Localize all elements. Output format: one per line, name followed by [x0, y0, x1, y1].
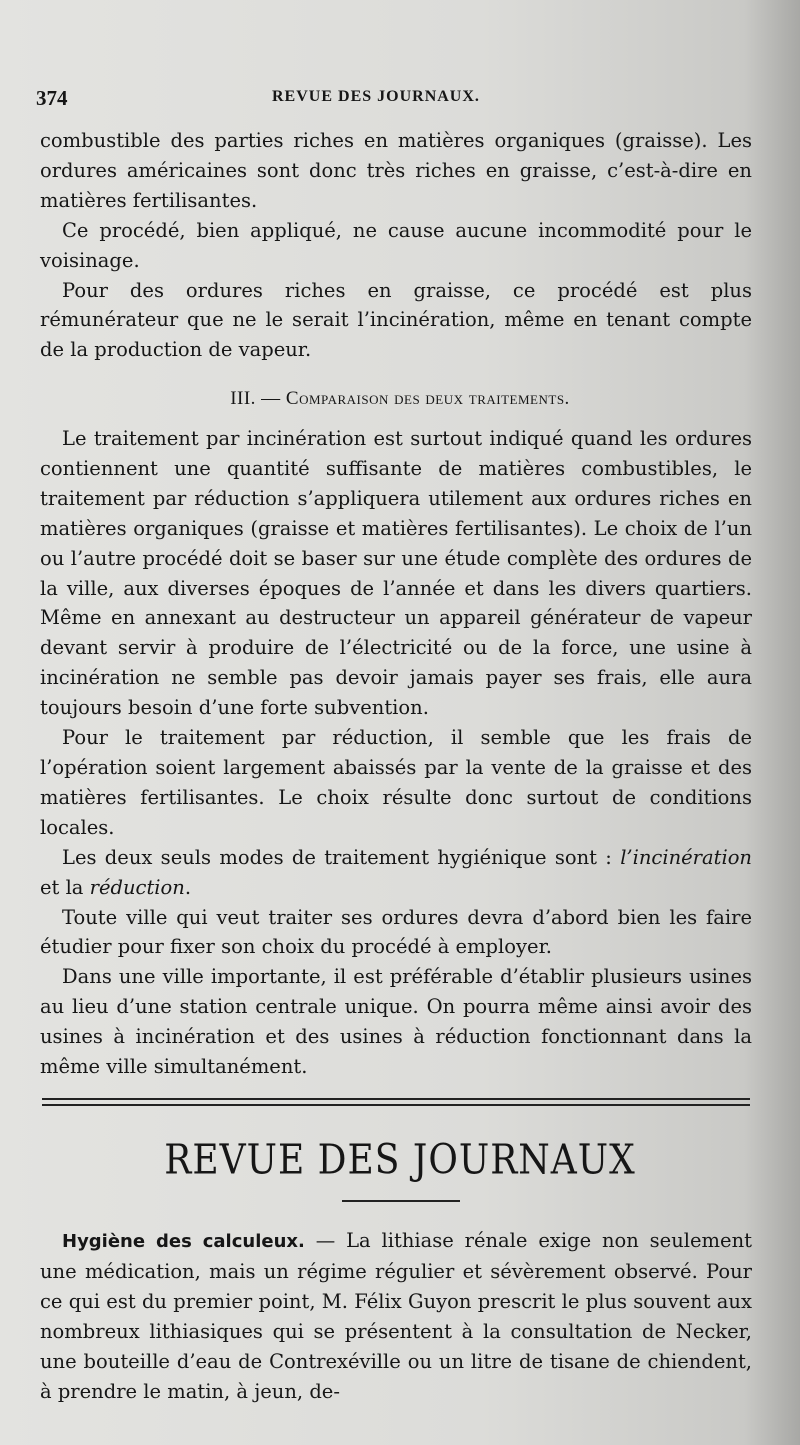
- page-number: 374: [36, 86, 68, 110]
- paragraph-hygienic-modes: [40, 843, 752, 903]
- title-underline-rule: [342, 1200, 460, 1202]
- modes-end: .: [184, 875, 192, 899]
- journal-review-title: REVUE DES JOURNAUX: [164, 1136, 636, 1185]
- previous-section-text: [40, 126, 752, 365]
- paragraph: Pour le traitement par réduction, il semble que les frais de l’opération soient largement abaissés par la vente de la graisse et des matières fertilisantes. Le choix résulte donc surtout de conditions locales.: [40, 726, 752, 839]
- mode-incineration: l’incinération: [620, 845, 752, 869]
- article: [40, 1226, 752, 1406]
- modes-conjunction: et la: [40, 875, 84, 899]
- section-heading: [0, 388, 800, 410]
- article-body: — La lithiase rénale exige non seulement une médication, mais un régime régulier et sévèrement observé. Pour ce qui est du premier point, M. Félix Guyon prescrit le plus souvent aux nombreux lithiasiques qui se présentent à la consultation de Necker, une bouteille d’eau de Contrexéville ou un litre de tisane de chiendent, à prendre le matin, à jeun, de-: [40, 1229, 752, 1403]
- paragraph: combustible des parties riches en matières organiques (graisse). Les ordures américaines sont donc très riches en graisse, c’est-à-dire en matières fertilisantes.: [40, 129, 752, 212]
- paragraph: Dans une ville importante, il est préférable d’établir plusieurs usines au lieu d’une station centrale unique. On pourra même ainsi avoir des usines à incinération et des usines à réduction fonctionnant dans la même ville simultanément.: [40, 965, 752, 1079]
- paragraph: Le traitement par incinération est surtout indiqué quand les ordures contiennent une quantité suffisante de matières combustibles, le traitement par réduction s’appliquera utilement aux ordures riches en matières organiques (graisse et matières fertilisantes). Le choix de l’un ou l’autre procédé doit se baser sur une étude complète des ordures de la ville, aux diverses époques de l’année et dans les divers quartiers. Même en annexant au destructeur un appareil générateur de vapeur devant servir à produire de l’électricité ou de la force, une usine à incinération ne semble pas devoir jamais payer ses frais, elle aura toujours besoin d’une forte subvention.: [40, 427, 752, 720]
- modes-lead: Les deux seuls modes de traitement hygiénique sont :: [62, 845, 612, 869]
- section-text: [40, 424, 752, 1082]
- paragraph: Toute ville qui veut traiter ses ordures devra d’abord bien les faire étudier pour fixer son choix du procédé à employer.: [40, 905, 752, 959]
- section-divider-double-rule: [42, 1098, 750, 1106]
- section-number: III. —: [230, 388, 281, 409]
- article-title: Hygiène des calculeux.: [62, 1231, 305, 1252]
- running-head: REVUE DES JOURNAUX.: [272, 88, 480, 105]
- section-title: Comparaison des deux traitements.: [285, 388, 570, 409]
- paragraph: Ce procédé, bien appliqué, ne cause aucune incommodité pour le voisinage.: [40, 218, 752, 272]
- mode-reduction: réduction: [89, 875, 185, 899]
- article-paragraph: [40, 1226, 752, 1406]
- paragraph: Pour des ordures riches en graisse, ce procédé est plus rémunérateur que ne le serait l’incinération, même en tenant compte de la production de vapeur.: [40, 278, 752, 362]
- page-header: [36, 86, 752, 116]
